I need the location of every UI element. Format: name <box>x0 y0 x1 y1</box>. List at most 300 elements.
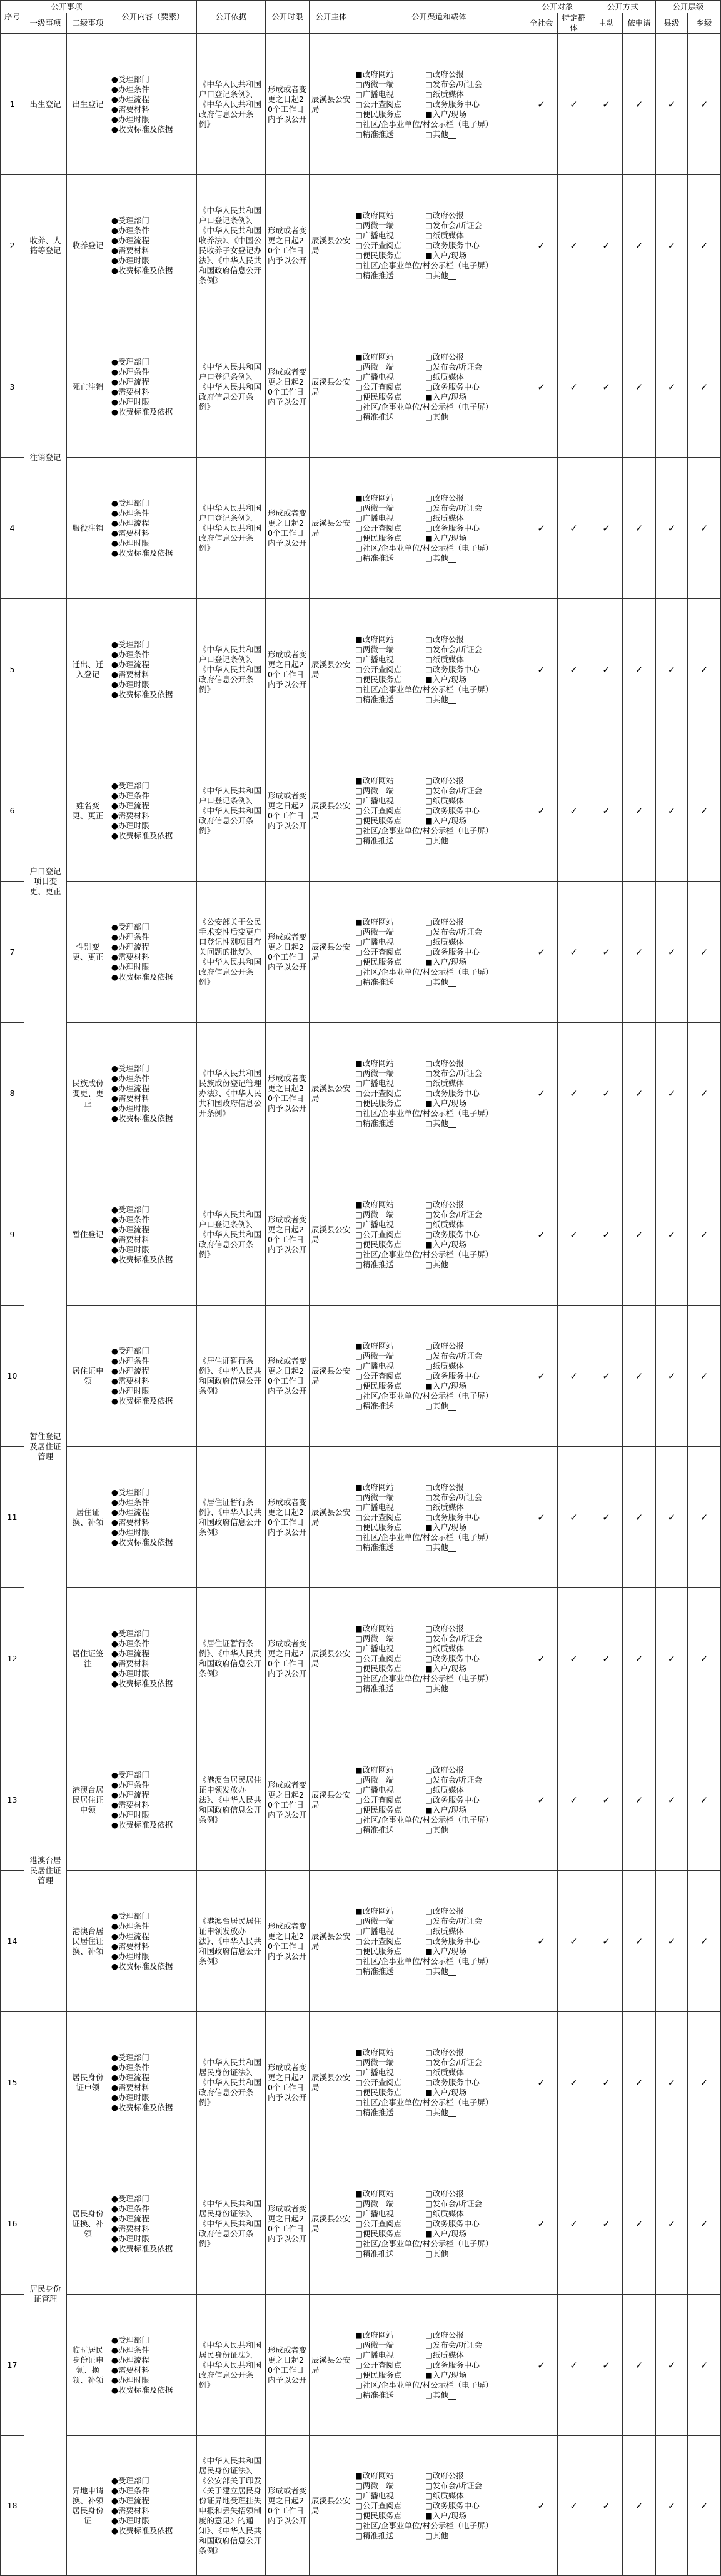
channel-option: □公开查阅点 <box>355 1512 402 1522</box>
content-elements <box>109 2012 197 2153</box>
check-county <box>656 882 688 1023</box>
channel-line <box>355 695 523 705</box>
channel-line <box>355 2229 523 2239</box>
content-element: ●收费标准及依据 <box>111 830 173 840</box>
check-icon: ✓ <box>570 1935 578 1947</box>
check-on-request <box>623 882 656 1023</box>
channel-option: ■政府网站 <box>355 210 394 220</box>
channel-list <box>353 599 525 740</box>
subject-text: 辰溪县公安局 <box>310 1023 353 1164</box>
check-on-request <box>623 458 656 599</box>
channel-option: □纸质媒体 <box>425 1361 464 1371</box>
check-icon: ✓ <box>635 1794 643 1806</box>
channel-list <box>353 1588 525 1729</box>
content-element: ●需要材料 <box>111 2365 149 2375</box>
row-seq: 9 <box>1 1164 24 1306</box>
header-township: 乡级 <box>688 13 721 34</box>
subject-text: 辰溪县公安局 <box>310 1588 353 1729</box>
check-icon: ✓ <box>602 663 610 675</box>
channel-option: □纸质媒体 <box>425 2067 464 2077</box>
check-icon: ✓ <box>700 98 708 110</box>
check-icon: ✓ <box>537 946 545 958</box>
row-seq: 16 <box>1 2153 24 2295</box>
content-element: ●收费标准及依据 <box>111 1537 173 1547</box>
content-element: ●收费标准及依据 <box>111 1819 173 1829</box>
channel-line <box>355 2219 523 2229</box>
timing-text: 形成或者变更之日起20个工作日内予以公开 <box>266 175 310 316</box>
timing-text: 形成或者变更之日起20个工作日内予以公开 <box>266 2436 310 2576</box>
content-element: ●需要材料 <box>111 1376 149 1386</box>
row-seq: 5 <box>1 599 24 740</box>
channel-option: □便民服务点 <box>355 1663 402 1673</box>
channel-option: □广播电视 <box>355 654 394 664</box>
channel-option: □政府公报 <box>425 917 464 927</box>
channel-line <box>355 1664 523 1674</box>
channel-option: □政府公报 <box>425 351 464 361</box>
header-row-1 <box>1 1 721 13</box>
row-seq: 15 <box>1 2012 24 2153</box>
check-icon: ✓ <box>635 239 643 251</box>
channel-line <box>355 553 523 563</box>
content-element: ●收费标准及依据 <box>111 1961 173 1971</box>
subject-text: 辰溪县公安局 <box>310 1729 353 1871</box>
row-seq: 17 <box>1 2295 24 2436</box>
content-element: ●办理时限 <box>111 1386 149 1396</box>
channel-option: □纸质媒体 <box>425 654 464 664</box>
row-seq: 18 <box>1 2436 24 2576</box>
basis-text: 《居住证暂行条例》、《中华人民共和国政府信息公开条例》 <box>197 1306 266 1447</box>
check-all-society <box>525 2295 558 2436</box>
channel-option: □政务服务中心 <box>425 947 480 957</box>
channel-option: □纸质媒体 <box>425 1643 464 1653</box>
channel-option: □纸质媒体 <box>425 89 464 99</box>
channel-option: □精准推送 <box>355 553 394 563</box>
channel-option: □其他__ <box>425 2390 456 2400</box>
channel-option: □其他__ <box>425 129 456 139</box>
content-element: ●办理流程 <box>111 1507 149 1517</box>
check-active <box>590 2295 623 2436</box>
channel-line <box>355 2390 523 2400</box>
channel-option: □政府公报 <box>425 210 464 220</box>
channel-option: □其他__ <box>425 1259 456 1269</box>
check-county <box>656 175 688 316</box>
channel-line <box>355 977 523 987</box>
content-element: ●办理流程 <box>111 659 149 669</box>
check-on-request <box>623 2436 656 2576</box>
content-element: ●收费标准及依据 <box>111 124 173 134</box>
channel-option: □精准推送 <box>355 2530 394 2540</box>
channel-option: □两微一端 <box>355 785 394 795</box>
channel-option: □精准推送 <box>355 1401 394 1411</box>
channel-option: □纸质媒体 <box>425 1219 464 1229</box>
check-township <box>688 1447 721 1588</box>
content-element: ●办理流程 <box>111 2355 149 2365</box>
check-active <box>590 458 623 599</box>
channel-line <box>355 937 523 947</box>
level2-item: 迁出、迁入登记 <box>67 599 109 740</box>
content-element: ●办理时限 <box>111 2515 149 2525</box>
content-element: ●办理条件 <box>111 1921 149 1931</box>
channel-line <box>355 2481 523 2491</box>
check-all-society <box>525 1164 558 1306</box>
content-elements <box>109 2153 197 2295</box>
check-icon: ✓ <box>570 2359 578 2371</box>
check-icon: ✓ <box>635 2500 643 2512</box>
content-elements <box>109 599 197 740</box>
check-specific-group <box>558 1447 590 1588</box>
check-icon: ✓ <box>537 2359 545 2371</box>
channel-option: □便民服务点 <box>355 1098 402 1108</box>
channel-option: □便民服务点 <box>355 2087 402 2097</box>
check-township <box>688 599 721 740</box>
channel-option: □政务服务中心 <box>425 1229 480 1239</box>
channel-option: □纸质媒体 <box>425 1502 464 1512</box>
channel-option: ■政府网站 <box>355 1058 394 1068</box>
channel-line <box>355 2330 523 2340</box>
channel-option: □其他__ <box>425 1401 456 1411</box>
subject-text: 辰溪县公安局 <box>310 316 353 458</box>
channel-line <box>355 2360 523 2370</box>
channel-option: □发布会/听证会 <box>425 1492 483 1502</box>
content-element: ●办理时限 <box>111 2233 149 2243</box>
level2-item: 异地申请换、补领居民身份证 <box>67 2436 109 2576</box>
check-county <box>656 1023 688 1164</box>
channel-line <box>355 261 523 271</box>
basis-text: 《居住证暂行条例》、《中华人民共和国政府信息公开条例》 <box>197 1588 266 1729</box>
channel-line <box>355 2239 523 2249</box>
channel-option: □广播电视 <box>355 1784 394 1794</box>
channel-line <box>355 1926 523 1936</box>
channel-option: ■政府网站 <box>355 1764 394 1774</box>
channel-option: □发布会/听证会 <box>425 927 483 937</box>
channel-option: ■入户/现场 <box>425 1239 467 1249</box>
check-icon: ✓ <box>700 946 708 958</box>
channel-option: □精准推送 <box>355 1259 394 1269</box>
check-icon: ✓ <box>537 1511 545 1523</box>
channel-option: ■入户/现场 <box>425 1098 467 1108</box>
check-icon: ✓ <box>602 1087 610 1099</box>
channel-list <box>353 2295 525 2436</box>
channel-option: □广播电视 <box>355 1361 394 1371</box>
channel-option: ■入户/现场 <box>425 957 467 967</box>
basis-text: 《公安部关于公民手术变性后变更户口登记性别项目有关问题的批复》、《中华人民共和国政府信息公开条例》 <box>197 882 266 1023</box>
channel-option: □社区/企事业单位/村公示栏（电子屏） <box>355 543 493 553</box>
channel-line <box>355 675 523 685</box>
check-active <box>590 882 623 1023</box>
channel-option: ■政府网站 <box>355 69 394 79</box>
check-township <box>688 1306 721 1447</box>
check-icon: ✓ <box>570 1794 578 1806</box>
channel-option: □社区/企事业单位/村公示栏（电子屏） <box>355 1673 493 1683</box>
channel-option: ■政府网站 <box>355 634 394 644</box>
content-element: ●办理条件 <box>111 1497 149 1507</box>
channel-option: □社区/企事业单位/村公示栏（电子屏） <box>355 1814 493 1824</box>
channel-option: □公开查阅点 <box>355 1794 402 1804</box>
content-element: ●办理流程 <box>111 376 149 386</box>
table-row <box>1 34 721 175</box>
channel-option: □发布会/听证会 <box>425 2480 483 2490</box>
channel-option: □精准推送 <box>355 2390 394 2400</box>
channel-option: □精准推送 <box>355 1824 394 1834</box>
channel-option: □两微一端 <box>355 2198 394 2208</box>
content-element: ●收费标准及依据 <box>111 1254 173 1264</box>
channel-option: □政务服务中心 <box>425 1512 480 1522</box>
content-element: ●受理部门 <box>111 74 149 84</box>
check-all-society <box>525 599 558 740</box>
channel-option: ■入户/现场 <box>425 250 467 260</box>
check-icon: ✓ <box>700 805 708 817</box>
timing-text: 形成或者变更之日起20个工作日内予以公开 <box>266 316 310 458</box>
content-element: ●办理时限 <box>111 2092 149 2102</box>
channel-option: ■入户/现场 <box>425 391 467 401</box>
channel-line <box>355 1502 523 1512</box>
content-element: ●收费标准及依据 <box>111 2243 173 2253</box>
channel-option: ■政府网站 <box>355 917 394 927</box>
check-on-request <box>623 1306 656 1447</box>
check-icon: ✓ <box>700 522 708 534</box>
level1-item: 暂住登记及居住证管理 <box>24 1164 67 1729</box>
channel-line <box>355 1240 523 1250</box>
check-icon: ✓ <box>635 2359 643 2371</box>
channel-line <box>355 917 523 927</box>
content-element: ●办理条件 <box>111 649 149 659</box>
check-active <box>590 2153 623 2295</box>
channel-option: □广播电视 <box>355 89 394 99</box>
check-icon: ✓ <box>537 1229 545 1240</box>
check-icon: ✓ <box>667 239 676 251</box>
content-element: ●办理时限 <box>111 396 149 406</box>
check-icon: ✓ <box>700 239 708 251</box>
channel-line <box>355 1069 523 1079</box>
level2-item: 姓名变更、更正 <box>67 740 109 882</box>
channel-option: ■政府网站 <box>355 2470 394 2480</box>
channel-option: □两微一端 <box>355 361 394 371</box>
check-icon: ✓ <box>602 98 610 110</box>
content-element: ●办理条件 <box>111 1073 149 1083</box>
channel-line <box>355 523 523 533</box>
channel-option: □广播电视 <box>355 2490 394 2500</box>
content-elements <box>109 175 197 316</box>
row-seq: 7 <box>1 882 24 1023</box>
table-body <box>1 34 721 2576</box>
channel-option: □公开查阅点 <box>355 805 402 815</box>
channel-option: □两微一端 <box>355 1492 394 1502</box>
channel-option: □政务服务中心 <box>425 2500 480 2510</box>
check-specific-group <box>558 2012 590 2153</box>
channel-option: □政府公报 <box>425 2330 464 2340</box>
content-element: ●办理流程 <box>111 800 149 810</box>
channel-option: □广播电视 <box>355 795 394 805</box>
channel-line <box>355 1119 523 1129</box>
channel-option: □社区/企事业单位/村公示栏（电子屏） <box>355 260 493 270</box>
channel-list <box>353 2012 525 2153</box>
check-township <box>688 1023 721 1164</box>
check-icon: ✓ <box>635 1229 643 1240</box>
timing-text: 形成或者变更之日起20个工作日内予以公开 <box>266 599 310 740</box>
channel-option: □两微一端 <box>355 79 394 89</box>
check-icon: ✓ <box>700 663 708 675</box>
channel-line <box>355 533 523 543</box>
basis-text: 《居住证暂行条例》、《中华人民共和国政府信息公开条例》 <box>197 1447 266 1588</box>
content-element: ●收费标准及依据 <box>111 972 173 982</box>
channel-list <box>353 34 525 175</box>
content-element: ●办理时限 <box>111 1951 149 1961</box>
content-element: ●受理部门 <box>111 356 149 366</box>
check-icon: ✓ <box>635 1087 643 1099</box>
content-element: ●办理流程 <box>111 1931 149 1941</box>
channel-line <box>355 1220 523 1230</box>
channel-option: □便民服务点 <box>355 533 402 543</box>
channel-option: □便民服务点 <box>355 2370 402 2380</box>
channel-option: □政府公报 <box>425 1058 464 1068</box>
channel-option: ■入户/现场 <box>425 1804 467 1814</box>
subject-text: 辰溪县公安局 <box>310 1306 353 1447</box>
channel-option: □发布会/听证会 <box>425 2340 483 2350</box>
content-element: ●受理部门 <box>111 1628 149 1638</box>
row-seq: 11 <box>1 1447 24 1588</box>
channel-option: ■政府网站 <box>355 1199 394 1209</box>
check-specific-group <box>558 458 590 599</box>
row-seq: 13 <box>1 1729 24 1871</box>
channel-option: □纸质媒体 <box>425 1078 464 1088</box>
row-seq: 14 <box>1 1871 24 2012</box>
check-icon: ✓ <box>667 1229 676 1240</box>
content-element: ●办理条件 <box>111 1356 149 1366</box>
channel-option: □两微一端 <box>355 1351 394 1361</box>
channel-option: ■政府网站 <box>355 1341 394 1351</box>
channel-line <box>355 2501 523 2511</box>
content-element: ●受理部门 <box>111 639 149 649</box>
check-icon: ✓ <box>602 1794 610 1806</box>
header-subject: 公开主体 <box>310 1 353 34</box>
content-element: ●办理时限 <box>111 962 149 972</box>
check-icon: ✓ <box>667 663 676 675</box>
check-township <box>688 316 721 458</box>
channel-option: □广播电视 <box>355 513 394 523</box>
check-icon: ✓ <box>570 1653 578 1664</box>
channel-option: □两微一端 <box>355 1916 394 1926</box>
channel-option: □精准推送 <box>355 2107 394 2117</box>
check-on-request <box>623 2295 656 2436</box>
channel-line <box>355 1089 523 1099</box>
check-icon: ✓ <box>700 2218 708 2230</box>
channel-line <box>355 1815 523 1825</box>
channel-option: ■入户/现场 <box>425 674 467 684</box>
channel-option: □精准推送 <box>355 835 394 845</box>
channel-option: □公开查阅点 <box>355 240 402 250</box>
content-element: ●办理流程 <box>111 2072 149 2082</box>
channel-option: □政务服务中心 <box>425 1371 480 1381</box>
channel-line <box>355 836 523 846</box>
channel-option: □两微一端 <box>355 927 394 937</box>
channel-option: ■入户/现场 <box>425 533 467 543</box>
basis-text: 《港澳台居民居住证申领发放办法》、《中华人民共和国政府信息公开条例》 <box>197 1729 266 1871</box>
channel-line <box>355 1825 523 1835</box>
channel-option: □政务服务中心 <box>425 2218 480 2228</box>
check-active <box>590 1306 623 1447</box>
content-element: ●需要材料 <box>111 1941 149 1951</box>
content-element: ●办理条件 <box>111 2062 149 2072</box>
channel-line <box>355 2249 523 2259</box>
channel-option: □广播电视 <box>355 1078 394 1088</box>
table-header <box>1 1 721 34</box>
header-mode-group: 公开方式 <box>590 1 656 13</box>
channel-list <box>353 1306 525 1447</box>
check-on-request <box>623 1871 656 2012</box>
check-all-society <box>525 1306 558 1447</box>
content-element: ●受理部门 <box>111 498 149 508</box>
content-element: ●受理部门 <box>111 922 149 932</box>
check-icon: ✓ <box>700 1935 708 1947</box>
channel-line <box>355 1634 523 1644</box>
channel-line <box>355 1260 523 1270</box>
check-icon: ✓ <box>602 1653 610 1664</box>
channel-line <box>355 2068 523 2078</box>
content-element: ●受理部门 <box>111 2475 149 2485</box>
content-elements <box>109 1447 197 1588</box>
subject-text: 辰溪县公安局 <box>310 458 353 599</box>
level1-item: 注销登记 <box>24 316 67 599</box>
channel-option: □其他__ <box>425 270 456 280</box>
channel-option: □政务服务中心 <box>425 805 480 815</box>
check-icon: ✓ <box>700 1794 708 1806</box>
channel-option: ■政府网站 <box>355 2330 394 2340</box>
level2-item: 居住证申领 <box>67 1306 109 1447</box>
check-township <box>688 1588 721 1729</box>
content-element: ●办理时限 <box>111 255 149 265</box>
check-icon: ✓ <box>602 2076 610 2088</box>
channel-option: □纸质媒体 <box>425 2350 464 2360</box>
channel-option: ■入户/现场 <box>425 109 467 119</box>
channel-option: □精准推送 <box>355 694 394 704</box>
channel-option: □发布会/听证会 <box>425 503 483 513</box>
check-specific-group <box>558 1588 590 1729</box>
check-township <box>688 458 721 599</box>
check-icon: ✓ <box>635 805 643 817</box>
content-element: ●办理流程 <box>111 1366 149 1376</box>
check-all-society <box>525 175 558 316</box>
content-element: ●办理流程 <box>111 1648 149 1658</box>
subject-text: 辰溪县公安局 <box>310 740 353 882</box>
content-element: ●办理流程 <box>111 518 149 528</box>
check-icon: ✓ <box>602 239 610 251</box>
level1-item: 出生登记 <box>24 34 67 175</box>
channel-line <box>355 1230 523 1240</box>
basis-text: 《中华人民共和国民族成份登记管理办法》、《中华人民共和国政府信息公开条例》 <box>197 1023 266 1164</box>
check-icon: ✓ <box>700 2500 708 2512</box>
channel-option: □社区/企事业单位/村公示栏（电子屏） <box>355 1532 493 1542</box>
channel-option: □社区/企事业单位/村公示栏（电子屏） <box>355 119 493 129</box>
check-icon: ✓ <box>570 2218 578 2230</box>
subject-text: 辰溪县公安局 <box>310 2295 353 2436</box>
channel-line <box>355 1936 523 1946</box>
check-icon: ✓ <box>537 239 545 251</box>
content-elements <box>109 1164 197 1306</box>
check-all-society <box>525 740 558 882</box>
channel-option: ■入户/现场 <box>425 2228 467 2238</box>
level2-item: 死亡注销 <box>67 316 109 458</box>
channel-line <box>355 1079 523 1089</box>
table-row <box>1 1447 721 1588</box>
check-on-request <box>623 1164 656 1306</box>
check-specific-group <box>558 1023 590 1164</box>
channel-option: □便民服务点 <box>355 815 402 825</box>
channel-option: □纸质媒体 <box>425 795 464 805</box>
content-element: ●收费标准及依据 <box>111 689 173 699</box>
channel-line <box>355 957 523 967</box>
channel-list <box>353 1447 525 1588</box>
channel-option: □精准推送 <box>355 1542 394 1552</box>
